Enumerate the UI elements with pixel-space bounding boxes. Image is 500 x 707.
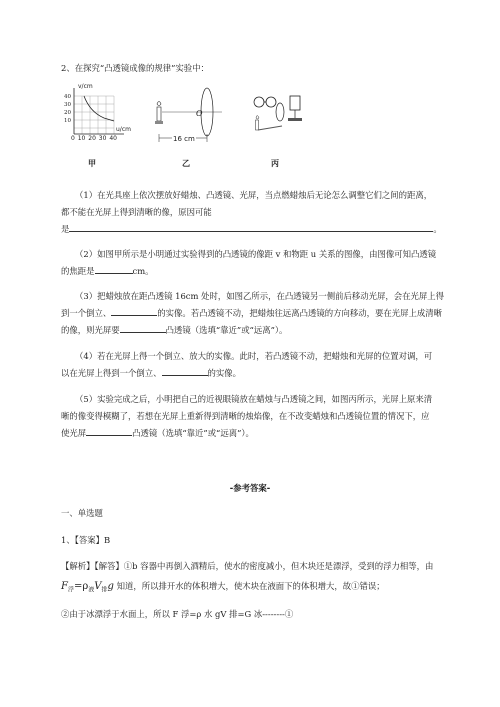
answer-blank-3[interactable]	[111, 307, 157, 316]
figure-label-jia: 甲	[88, 159, 96, 168]
glasses-icon	[254, 97, 276, 107]
q2-part1-line3	[61, 223, 442, 236]
analysis-line-1: 【解析】【解答】①b 容器中再倒入酒精后，使水的密度减小，但木块还是漂浮，受到的浮力相等，由	[61, 561, 434, 571]
graph-y-unit: v/cm	[78, 83, 93, 90]
q2-part4-line1: （4）若在光屏上得一个倒立、放大的实像。此时，若凸透镜不动，把蜡烛和光屏的位置对调，可	[75, 351, 433, 361]
graph-x-unit: u/cm	[116, 126, 131, 133]
candle-icon	[155, 102, 163, 125]
q2-part1-line1: （1）在光具座上依次摆放好蜡烛、凸透镜、光屏，当点燃蜡烛后无论怎么调整它们之间的距离，	[75, 190, 433, 200]
graph-grid	[74, 96, 114, 134]
answer-item-1: 1、【答案】B	[61, 535, 111, 545]
answers-heading: -参考答案-	[229, 483, 271, 493]
q2-part2-text-a: 的焦距是	[61, 266, 95, 276]
distance-label: 16 cm	[172, 133, 196, 146]
q2-part5-line1: （5）实验完成之后，小明把自己的近视眼镜放在蜡烛与凸透镜之间，如图丙所示，光屏上原来清	[75, 394, 433, 404]
graph-y-tick-10: 10	[64, 118, 71, 124]
q2-part2-line1: （2）如图甲所示是小明通过实验得到的凸透镜的像距 v 和物距 u 关系的图像，由图像可知凸透镜	[75, 249, 437, 259]
answer-blank-5[interactable]	[162, 367, 208, 376]
figure-label-yi: 乙	[182, 159, 190, 168]
answer-blank-1[interactable]	[69, 223, 433, 232]
section-heading: 一、单选题	[61, 508, 103, 518]
q2-part5-line3	[61, 427, 254, 440]
light-screen-icon	[290, 96, 300, 110]
answer-blank-2[interactable]	[95, 265, 133, 274]
question-title: 2、在探究“凸透镜成像的规律”实验中：	[61, 63, 209, 73]
figure-setup-bing	[250, 88, 310, 148]
q2-part3-text-c: 的像，则光屏要	[61, 325, 120, 335]
graph-y-tick-20: 20	[64, 110, 71, 116]
analysis-line-2	[61, 580, 385, 597]
q2-part5-text-a: 使光屏	[61, 428, 87, 438]
graph-curve	[84, 96, 114, 121]
formula-f: F	[61, 581, 68, 592]
q2-part1-end: 。	[433, 224, 442, 234]
q2-part5-text-b: 凸透镜（选填“靠近”或“远离”）。	[132, 428, 254, 438]
q2-part3-text-a: 到一个倒立、	[61, 308, 112, 318]
q2-part4-line2	[61, 367, 241, 380]
q2-part3-text-b: 的实像。若凸透镜不动，把蜡烛往远离凸透镜的方向移动，要在光屏上成清晰	[157, 308, 442, 318]
candle-icon	[256, 116, 260, 131]
q2-part5-line2: 晰的像变得模糊了，若想在光屏上重新得到清晰的烛焰像，在不改变蜡烛和凸透镜位置的情况下，应	[61, 411, 430, 421]
q2-part3-line3	[61, 324, 287, 337]
formula-sub-pai: 排	[101, 586, 108, 594]
lens-center-label: O	[196, 109, 203, 118]
q2-part3-line1: （3）把蜡烛放在距凸透镜 16cm 处时，如图乙所示，在凸透镜另一侧前后移动光屏，会在光屏上得	[75, 291, 444, 301]
formula-sub-ye: 液	[88, 586, 95, 594]
graph-x-ticks: 0 10 20 30 40	[71, 135, 117, 142]
formula-rho: =ρ	[73, 581, 89, 592]
graph-y-tick-40: 40	[64, 94, 71, 100]
analysis-line-3: ②由于冰漂浮于水面上，所以 F 浮=ρ 水 gV 排=G 冰--------①	[61, 609, 294, 619]
formula-v: V	[94, 581, 102, 592]
q2-part2-line2	[61, 265, 154, 278]
formula-g: g	[107, 581, 114, 592]
q2-part3-text-d: 凸透镜（选填“靠近”或“远离”）。	[165, 325, 288, 335]
q2-part2-text-b: cm。	[132, 266, 154, 276]
q2-part4-text-b: 的实像。	[207, 368, 241, 378]
graph-y-tick-30: 30	[64, 102, 71, 108]
q2-part1-prefix: 是	[61, 224, 70, 234]
figure-label-bing: 丙	[271, 159, 279, 168]
q2-part3-line2	[61, 307, 442, 320]
analysis-line-2-text: 知道，所以排开水的体积增大，使木块在液面下的体积增大，故①错误；	[113, 581, 385, 591]
q2-part1-line2: 都不能在光屏上得到清晰的像，原因可能	[61, 207, 212, 217]
answer-blank-6[interactable]	[86, 427, 132, 436]
convex-lens-icon	[276, 103, 284, 121]
answer-blank-4[interactable]	[120, 324, 166, 333]
figure-graph-jia	[68, 84, 130, 154]
formula-sub-fu: 浮	[67, 586, 74, 594]
q2-part4-text-a: 以在光屏上得到一个倒立、	[61, 368, 162, 378]
